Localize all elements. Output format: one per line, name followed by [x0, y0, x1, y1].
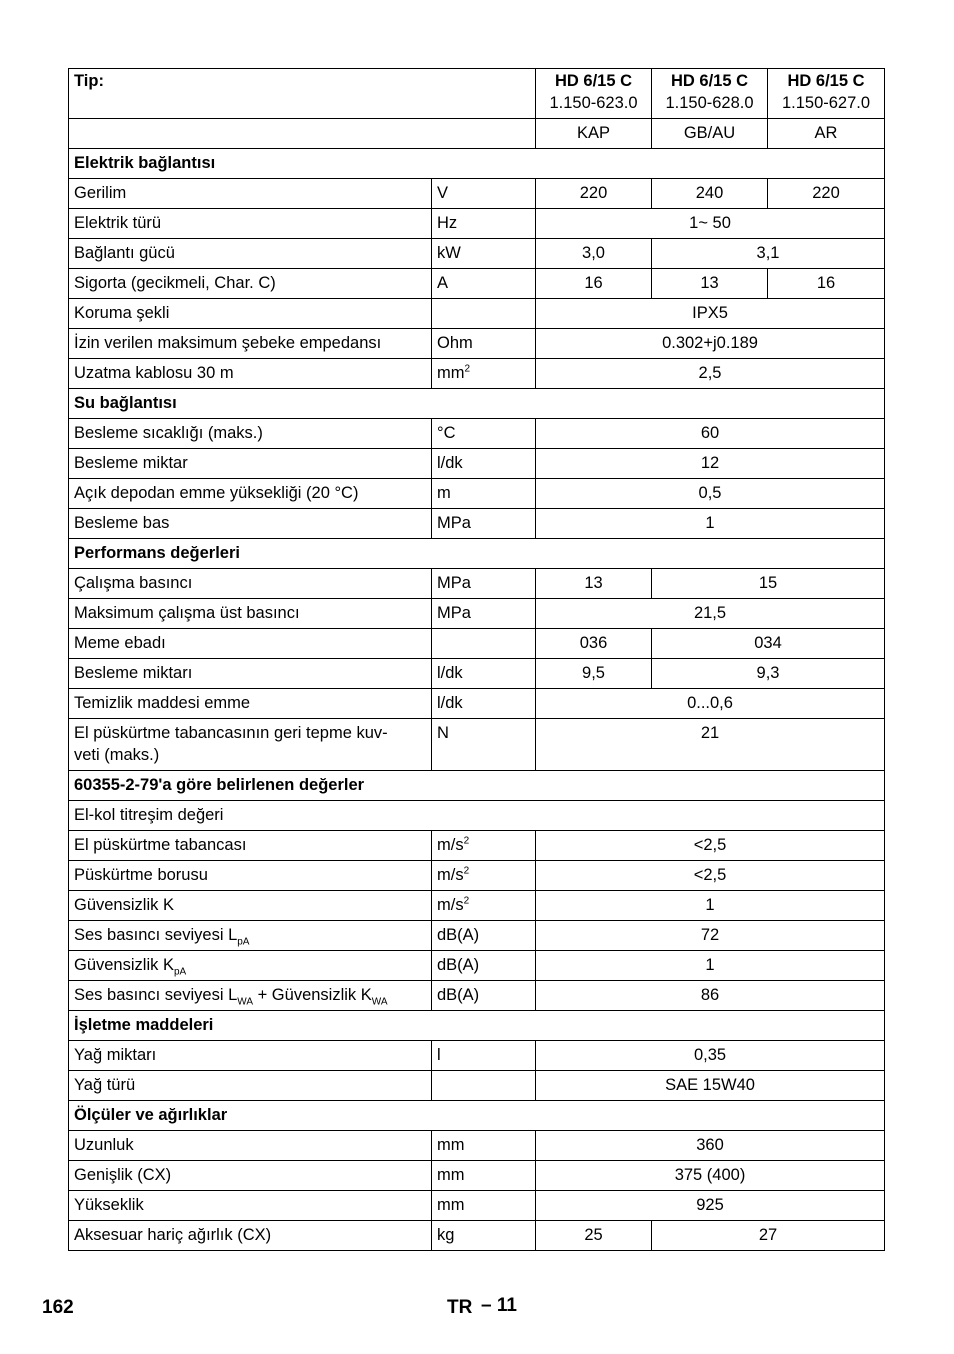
unit-text: MPa: [437, 514, 471, 532]
parameter-label: [69, 981, 432, 1011]
table-row: [69, 269, 885, 299]
unit-cell: [432, 599, 536, 629]
table-row: [69, 659, 885, 689]
label-subscript: WA: [237, 996, 253, 1008]
label-text: Bağlantı gücü: [74, 244, 175, 262]
label-text: Aksesuar hariç ağırlık (CX): [74, 1226, 272, 1244]
unit-superscript: 2: [463, 895, 470, 907]
parameter-label: [69, 449, 432, 479]
table-row: [69, 359, 885, 389]
value-cell: 220: [536, 179, 652, 209]
table-row: [69, 891, 885, 921]
parameter-label: [69, 629, 432, 659]
label-subscript: pA: [173, 966, 187, 978]
section-title: 60355-2-79'a göre belirlenen değerler: [69, 771, 885, 801]
unit-cell: [432, 951, 536, 981]
part-number: 1.150-627.0: [781, 94, 871, 112]
subheading-label: El-kol titreşim değeri: [69, 801, 885, 831]
label-text: Ses basıncı seviyesi L: [74, 926, 238, 944]
value-cell: 3,1: [652, 239, 885, 269]
parameter-label: [69, 689, 432, 719]
technical-data-body: [69, 69, 885, 1251]
parameter-label: [69, 719, 432, 771]
label-text: Genişlik (CX): [74, 1166, 172, 1184]
value-cell: 13: [536, 569, 652, 599]
value-cell: 036: [536, 629, 652, 659]
parameter-label: [69, 1041, 432, 1071]
value-cell: 034: [652, 629, 885, 659]
parameter-label: [69, 359, 432, 389]
section-header-row: [69, 149, 885, 179]
label-text: Besleme sıcaklığı (maks.): [74, 424, 263, 442]
parameter-label: [69, 269, 432, 299]
section-header-row: [69, 771, 885, 801]
value-cell: 240: [652, 179, 768, 209]
table-row: [69, 719, 885, 771]
parameter-label: [69, 179, 432, 209]
value-cell: 1~ 50: [536, 209, 885, 239]
unit-cell: [432, 419, 536, 449]
table-row: [69, 1161, 885, 1191]
unit-text: mm: [437, 1136, 465, 1154]
unit-cell: [432, 359, 536, 389]
section-title: İşletme maddeleri: [69, 1011, 885, 1041]
unit-text: kg: [437, 1226, 455, 1244]
table-row: [69, 981, 885, 1011]
parameter-label: [69, 1131, 432, 1161]
table-row: [69, 1221, 885, 1251]
unit-cell: [432, 209, 536, 239]
table-row: [69, 179, 885, 209]
unit-text: dB(A): [437, 956, 480, 974]
table-row: [69, 209, 885, 239]
unit-text: m: [437, 484, 451, 502]
unit-cell: [432, 1041, 536, 1071]
parameter-label: [69, 479, 432, 509]
variant-cell: GB/AU: [652, 119, 768, 149]
table-row: [69, 1041, 885, 1071]
unit-cell: [432, 449, 536, 479]
value-cell: 1: [536, 891, 885, 921]
section-header-row: [69, 1101, 885, 1131]
table-row: [69, 599, 885, 629]
value-cell: 220: [768, 179, 885, 209]
label-text: veti (maks.): [74, 746, 160, 764]
value-cell: 375 (400): [536, 1161, 885, 1191]
label-text: + Güvensizlik K: [253, 986, 372, 1004]
value-cell: 21: [536, 719, 885, 771]
parameter-label: [69, 599, 432, 629]
value-cell: 72: [536, 921, 885, 951]
label-text: Uzatma kablosu 30 m: [74, 364, 234, 382]
value-cell: 12: [536, 449, 885, 479]
unit-cell: [432, 921, 536, 951]
unit-cell: [432, 269, 536, 299]
unit-cell: [432, 1221, 536, 1251]
technical-data-table: [68, 68, 885, 1251]
table-row: [69, 569, 885, 599]
unit-text: Hz: [437, 214, 458, 232]
unit-cell: [432, 179, 536, 209]
label-text: Besleme miktarı: [74, 664, 193, 682]
unit-text: MPa: [437, 574, 471, 592]
parameter-label: [69, 1161, 432, 1191]
value-cell: 25: [536, 1221, 652, 1251]
label-text: Gerilim: [74, 184, 127, 202]
unit-cell: [432, 299, 536, 329]
label-subscript: WA: [371, 996, 388, 1008]
unit-cell: [432, 1071, 536, 1101]
value-cell: 3,0: [536, 239, 652, 269]
variant-label-cell: [69, 119, 536, 149]
unit-text: mm: [437, 364, 465, 382]
parameter-label: [69, 1221, 432, 1251]
value-cell: 16: [536, 269, 652, 299]
unit-cell: [432, 831, 536, 861]
table-row: [69, 509, 885, 539]
label-text: Temizlik maddesi emme: [74, 694, 251, 712]
unit-cell: [432, 719, 536, 771]
unit-cell: [432, 891, 536, 921]
unit-text: kW: [437, 244, 461, 262]
unit-cell: [432, 1191, 536, 1221]
label-text: Besleme miktar: [74, 454, 188, 472]
table-row: [69, 329, 885, 359]
subheading-row: [69, 801, 885, 831]
unit-cell: [432, 509, 536, 539]
model-column-3: [768, 69, 885, 119]
value-cell: 925: [536, 1191, 885, 1221]
value-cell: 0,5: [536, 479, 885, 509]
section-title: Su bağlantısı: [69, 389, 885, 419]
unit-cell: [432, 981, 536, 1011]
label-text: Yükseklik: [74, 1196, 144, 1214]
value-cell: 0.302+j0.189: [536, 329, 885, 359]
unit-text: m/s: [437, 866, 464, 884]
label-text: Meme ebadı: [74, 634, 166, 652]
value-cell: IPX5: [536, 299, 885, 329]
table-row: [69, 629, 885, 659]
value-cell: 15: [652, 569, 885, 599]
value-cell: 27: [652, 1221, 885, 1251]
table-row: [69, 861, 885, 891]
parameter-label: [69, 1071, 432, 1101]
parameter-label: [69, 419, 432, 449]
label-text: Güvensizlik K: [74, 956, 174, 974]
value-cell: 16: [768, 269, 885, 299]
variant-cell: KAP: [536, 119, 652, 149]
label-text: Çalışma basıncı: [74, 574, 193, 592]
label-text: Ses basıncı seviyesi L: [74, 986, 238, 1004]
unit-text: MPa: [437, 604, 471, 622]
table-row: [69, 831, 885, 861]
label-text: Açık depodan emme yüksekliği (20 °C): [74, 484, 359, 502]
unit-superscript: 2: [463, 835, 470, 847]
unit-text: m/s: [437, 836, 464, 854]
unit-text: l/dk: [437, 694, 463, 712]
page-number: 162: [42, 1297, 74, 1318]
unit-text: mm: [437, 1196, 465, 1214]
label-text: İzin verilen maksimum şebeke empedansı: [74, 334, 382, 352]
parameter-label: [69, 329, 432, 359]
value-cell: 2,5: [536, 359, 885, 389]
table-row: [69, 1191, 885, 1221]
label-text: Yağ miktarı: [74, 1046, 157, 1064]
label-text: Güvensizlik K: [74, 896, 174, 914]
label-text: Püskürtme borusu: [74, 866, 208, 884]
label-text: Elektrik türü: [74, 214, 162, 232]
parameter-label: [69, 831, 432, 861]
unit-cell: [432, 629, 536, 659]
unit-superscript: 2: [464, 363, 471, 375]
unit-superscript: 2: [463, 865, 470, 877]
table-row: [69, 419, 885, 449]
section-title: Performans değerleri: [69, 539, 885, 569]
parameter-label: [69, 861, 432, 891]
unit-text: m/s: [437, 896, 464, 914]
parameter-label: [69, 921, 432, 951]
label-text: Koruma şekli: [74, 304, 170, 322]
table-row: [69, 479, 885, 509]
section-title: Ölçüler ve ağırlıklar: [69, 1101, 885, 1131]
table-row: [69, 921, 885, 951]
model-name: HD 6/15 C: [671, 72, 749, 90]
parameter-label: [69, 951, 432, 981]
table-row: [69, 1131, 885, 1161]
unit-cell: [432, 479, 536, 509]
table-row: [69, 299, 885, 329]
unit-text: dB(A): [437, 926, 480, 944]
section-title: Elektrik bağlantısı: [69, 149, 885, 179]
unit-text: dB(A): [437, 986, 480, 1004]
table-row: [69, 689, 885, 719]
value-cell: 9,5: [536, 659, 652, 689]
part-number: 1.150-623.0: [549, 94, 638, 112]
value-cell: 0,35: [536, 1041, 885, 1071]
variant-cell: AR: [768, 119, 885, 149]
unit-cell: [432, 239, 536, 269]
parameter-label: [69, 1191, 432, 1221]
table-row: [69, 1071, 885, 1101]
parameter-label: [69, 891, 432, 921]
value-cell: 86: [536, 981, 885, 1011]
unit-text: Ohm: [437, 334, 473, 352]
unit-text: °C: [437, 424, 456, 442]
unit-text: A: [437, 274, 449, 292]
model-name: HD 6/15 C: [787, 72, 865, 90]
model-column-2: [652, 69, 768, 119]
value-cell: 1: [536, 951, 885, 981]
model-name: HD 6/15 C: [555, 72, 633, 90]
table-row: [69, 951, 885, 981]
parameter-label: [69, 569, 432, 599]
unit-text: mm: [437, 1166, 465, 1184]
parameter-label: [69, 509, 432, 539]
label-text: El püskürtme tabancası: [74, 836, 247, 854]
value-cell: 1: [536, 509, 885, 539]
value-cell: SAE 15W40: [536, 1071, 885, 1101]
section-label: TR: [447, 1297, 473, 1318]
unit-cell: [432, 689, 536, 719]
parameter-label: [69, 299, 432, 329]
unit-cell: [432, 861, 536, 891]
table-row: [69, 239, 885, 269]
value-cell: 13: [652, 269, 768, 299]
value-cell: 9,3: [652, 659, 885, 689]
label-text: Sigorta (gecikmeli, Char. C): [74, 274, 276, 292]
value-cell: <2,5: [536, 861, 885, 891]
value-cell: 21,5: [536, 599, 885, 629]
section-header-row: [69, 539, 885, 569]
unit-text: l/dk: [437, 664, 463, 682]
unit-text: l/dk: [437, 454, 463, 472]
unit-cell: [432, 1161, 536, 1191]
section-header-row: [69, 1011, 885, 1041]
variant-row: [69, 119, 885, 149]
parameter-label: [69, 659, 432, 689]
tip-label: Tip:: [69, 69, 536, 119]
section-page: – 11: [481, 1295, 517, 1316]
model-header-row: [69, 69, 885, 119]
part-number: 1.150-628.0: [665, 94, 754, 112]
label-text: Maksimum çalışma üst basıncı: [74, 604, 300, 622]
label-subscript: pA: [237, 936, 250, 948]
value-cell: 0...0,6: [536, 689, 885, 719]
table-row: [69, 449, 885, 479]
label-text: Yağ türü: [74, 1076, 136, 1094]
label-text: El püskürtme tabancasının geri tepme kuv-: [74, 724, 388, 742]
value-cell: <2,5: [536, 831, 885, 861]
parameter-label: [69, 209, 432, 239]
unit-cell: [432, 329, 536, 359]
unit-text: l: [437, 1046, 441, 1064]
unit-text: N: [437, 724, 449, 742]
section-header-row: [69, 389, 885, 419]
value-cell: 360: [536, 1131, 885, 1161]
unit-text: V: [437, 184, 449, 202]
label-text: Besleme bas: [74, 514, 170, 532]
value-cell: 60: [536, 419, 885, 449]
unit-cell: [432, 569, 536, 599]
model-column-1: [536, 69, 652, 119]
unit-cell: [432, 1131, 536, 1161]
label-text: Uzunluk: [74, 1136, 134, 1154]
unit-cell: [432, 659, 536, 689]
parameter-label: [69, 239, 432, 269]
